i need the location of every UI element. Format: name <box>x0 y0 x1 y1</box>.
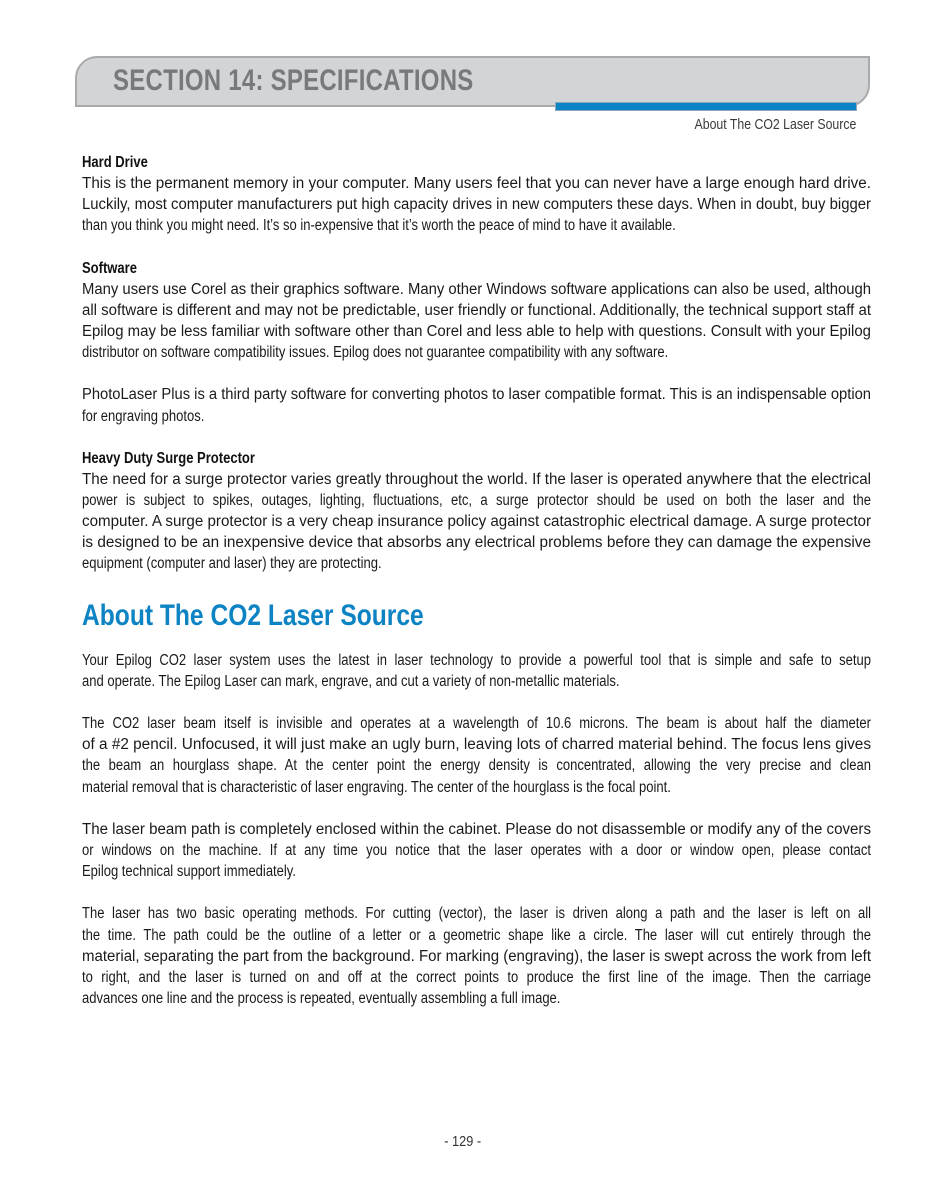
banner-accent-bar <box>555 102 857 111</box>
about-section <box>82 650 871 1010</box>
text-line: advances one line and the process is repeated, eventually assembling a full image. <box>82 990 561 1008</box>
paragraph <box>82 713 871 798</box>
text-line: the time. The path could be the outline of a letter or a geometric shape like a circle. The laser will cut entirely through the <box>82 926 871 944</box>
text-line: distributor on software compatibility issues. Epilog does not guarantee compatibility with any software. <box>82 344 669 362</box>
paragraph <box>82 384 871 426</box>
text-line: equipment (computer and laser) they are protecting. <box>82 555 382 573</box>
text-line: or windows on the machine. If at any time you notice that the laser operates with a door or window open, please contact <box>82 841 871 859</box>
text-line: The need for a surge protector varies greatly throughout the world. If the laser is operated anywhere that the electrical <box>82 470 871 488</box>
text-line: PhotoLaser Plus is a third party software for converting photos to laser compatible format. This is an indispensable option <box>82 386 871 404</box>
page-number <box>0 1133 926 1150</box>
text-line: Your Epilog CO2 laser system uses the latest in laser technology to provide a powerful tool that is simple and safe to setup <box>82 651 872 669</box>
text-line: material removal that is characteristic of laser engraving. The center of the hourglass is the focal point. <box>82 778 671 796</box>
text-line: The CO2 laser beam itself is invisible and operates at a wavelength of 10.6 microns. The beam is about half the diameter <box>82 715 871 732</box>
text-line: the beam an hourglass shape. At the center point the energy density is concentrated, allowing the very precise and clean <box>82 757 871 775</box>
paragraph <box>82 469 871 575</box>
text-line: material, separating the part from the background. For marking (engraving), the laser is swept across the work from left <box>82 947 871 965</box>
paragraph <box>82 173 871 237</box>
text-line: Many users use Corel as their graphics software. Many other Windows software applications can also be used, although <box>82 280 871 298</box>
about-heading: About The CO2 Laser Source <box>82 598 424 632</box>
text-line: than you think you might need. It’s so in-expensive that it’s worth the peace of mind to have it available. <box>82 217 676 235</box>
subsection-heading: Heavy Duty Surge Protector <box>82 449 255 467</box>
subsection-heading: Hard Drive <box>82 154 148 171</box>
text-line: for engraving photos. <box>82 407 205 425</box>
text-line: of a #2 pencil. Unfocused, it will just make an ugly burn, leaving lots of charred material behind. The focus lens gives <box>82 736 871 754</box>
section-title: SECTION 14: SPECIFICATIONS <box>113 64 474 97</box>
text-line: Epilog may be less familiar with software other than Corel and less able to help with questions. Consult with your Epilog <box>82 322 871 340</box>
running-head: About The CO2 Laser Source <box>694 116 856 133</box>
text-line: This is the permanent memory in your computer. Many users feel that you can never have a large enough hard drive. <box>82 175 871 192</box>
text-line: all software is different and may not be predictable, user friendly or functional. Additionally, the technical support staff at <box>82 301 871 319</box>
text-line: The laser has two basic operating methods. For cutting (vector), the laser is driven along a path and the laser is left on all <box>82 905 871 923</box>
page-content <box>82 152 871 1030</box>
spec-section <box>82 152 871 237</box>
text-line: power is subject to spikes, outages, lighting, fluctuations, etc, a surge protector should be used on both the laser and the <box>82 491 872 509</box>
paragraph <box>82 279 871 364</box>
paragraph <box>82 819 871 883</box>
spec-sections <box>82 152 871 575</box>
text-line: to right, and the laser is turned on and off at the correct points to produce the first line of the image. Then the carriage <box>82 968 871 986</box>
spec-section <box>82 258 871 427</box>
paragraph <box>82 650 871 692</box>
text-line: computer. A surge protector is a very cheap insurance policy against catastrophic electrical damage. A surge protector <box>82 513 871 531</box>
text-line: The laser beam path is completely enclosed within the cabinet. Please do not disassemble or modify any of the covers <box>82 820 871 838</box>
text-line: is designed to be an inexpensive device that absorbs any electrical problems before they can damage the expensive <box>82 534 871 552</box>
text-line: and operate. The Epilog Laser can mark, engrave, and cut a variety of non-metallic materials. <box>82 672 620 690</box>
page-number-text: - 129 - <box>444 1133 482 1150</box>
text-line: Luckily, most computer manufacturers put high capacity drives in new computers these days. When in doubt, buy bigger <box>82 196 871 214</box>
text-line: Epilog technical support immediately. <box>82 863 296 881</box>
spec-section <box>82 448 871 575</box>
paragraph <box>82 903 871 1009</box>
subsection-heading: Software <box>82 259 137 277</box>
